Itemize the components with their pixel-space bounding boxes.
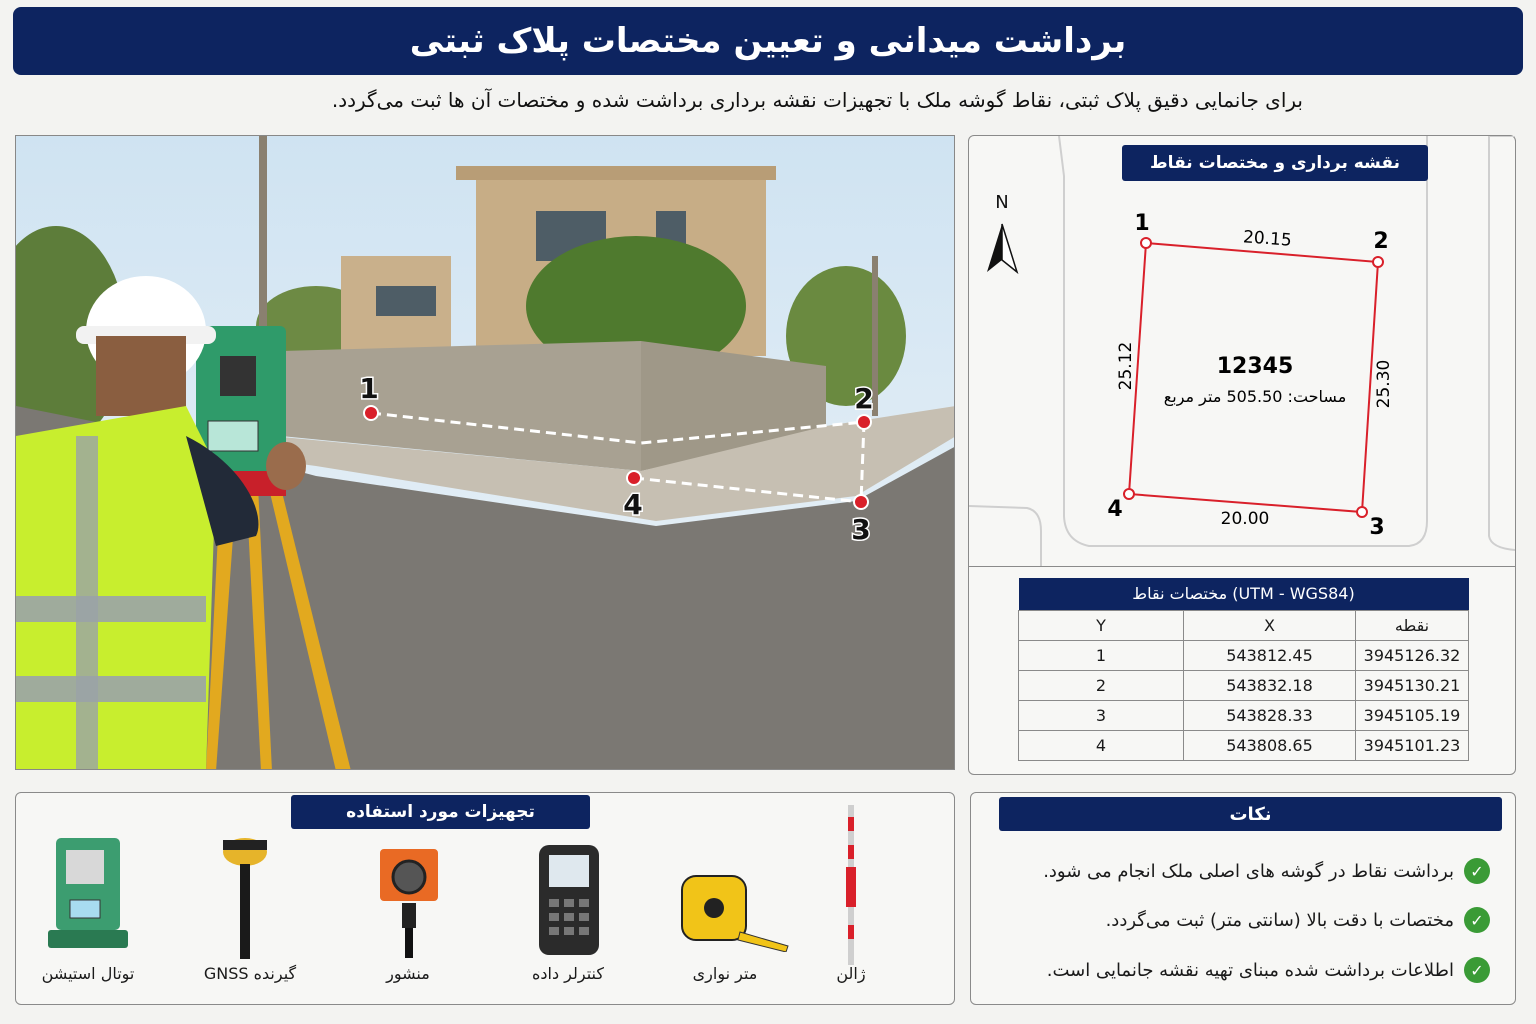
- parcel-area: مساحت: 505.50 متر مربع: [1163, 387, 1347, 406]
- check-icon: ✓: [1464, 858, 1490, 884]
- table-cell: 3945101.23: [1356, 730, 1469, 760]
- notes-heading: نکات: [999, 797, 1502, 831]
- photo-marker-1: 1: [359, 372, 379, 405]
- check-icon: ✓: [1464, 957, 1490, 983]
- table-cell: 543812.45: [1184, 640, 1356, 670]
- table-cell: 2: [1019, 670, 1184, 700]
- coordinates-table: [1018, 578, 1469, 761]
- note-text: مختصات با دقت بالا (سانتی متر) ثبت می‌گردد.: [1105, 909, 1454, 931]
- map-point-4: 4: [1107, 497, 1123, 522]
- total-station-icon: [48, 830, 128, 955]
- gnss-receiver-icon: [220, 830, 270, 960]
- note-text: اطلاعات برداشت شده مبنای تهیه نقشه جانمایی است.: [1046, 959, 1454, 981]
- equipment-label-total-station: توتال استیشن: [41, 964, 135, 983]
- table-row: [1019, 640, 1469, 670]
- table-caption: مختصات نقاط (UTM - WGS84): [1019, 578, 1469, 610]
- map-heading: نقشه برداری و مختصات نقاط: [1122, 145, 1428, 181]
- photo-marker-4: 4: [623, 488, 643, 521]
- side-left: 25.12: [1116, 341, 1136, 391]
- note-text: برداشت نقاط در گوشه های اصلی ملک انجام می شود.: [1043, 860, 1454, 882]
- side-right: 25.30: [1374, 359, 1394, 409]
- table-header-point: نقطه: [1356, 610, 1469, 640]
- map-divider: [969, 566, 1515, 567]
- north-label: N: [995, 192, 1009, 213]
- table-cell: 1: [1019, 640, 1184, 670]
- equipment-label-gnss: گیرنده GNSS: [203, 964, 297, 983]
- table-cell: 4: [1019, 730, 1184, 760]
- title-banner: [13, 7, 1523, 75]
- tape-measure-icon: [680, 872, 790, 952]
- note-item: [1043, 858, 1490, 884]
- table-cell: 3: [1019, 700, 1184, 730]
- parcel-id: 12345: [1216, 354, 1294, 379]
- check-icon: ✓: [1464, 907, 1490, 933]
- table-cell: 3945130.21: [1356, 670, 1469, 700]
- side-bottom: 20.00: [1220, 509, 1270, 529]
- equipment-label-controller: کنترلر داده: [532, 964, 604, 983]
- page-title: برداشت میدانی و تعیین مختصات پلاک ثبتی: [409, 21, 1127, 61]
- equipment-label-prism: منشور: [386, 964, 430, 983]
- table-row: [1019, 700, 1469, 730]
- data-controller-icon: [535, 843, 603, 958]
- equipment-heading: تجهیزات مورد استفاده: [291, 795, 590, 829]
- map-point-1: 1: [1134, 211, 1150, 236]
- table-row: [1019, 730, 1469, 760]
- equipment-label-tape: متر نواری: [692, 964, 758, 983]
- table-cell: 543828.33: [1184, 700, 1356, 730]
- field-photo: [15, 135, 955, 770]
- range-pole-icon: [836, 805, 866, 965]
- map-point-2: 2: [1373, 229, 1389, 254]
- map-point-3: 3: [1369, 515, 1385, 540]
- table-header-x: X: [1184, 610, 1356, 640]
- parcel-map: [969, 136, 1515, 566]
- photo-marker-3: 3: [851, 513, 871, 546]
- prism-icon: [378, 845, 440, 960]
- table-row: [1019, 670, 1469, 700]
- table-cell: 543808.65: [1184, 730, 1356, 760]
- table-header-y: Y: [1019, 610, 1184, 640]
- note-item: [1106, 907, 1490, 933]
- side-top: 20.15: [1242, 227, 1293, 251]
- photo-marker-2: 2: [854, 382, 874, 415]
- table-cell: 3945105.19: [1356, 700, 1469, 730]
- table-cell: 3945126.32: [1356, 640, 1469, 670]
- page-subtitle: برای جانمایی دقیق پلاک ثبتی، نقاط گوشه ملک با تجهیزات نقشه برداری برداشت شده و مختصات آن ها ثبت می‌گردد.: [331, 88, 1303, 112]
- table-cell: 543832.18: [1184, 670, 1356, 700]
- equipment-label-pole: ژالن: [836, 964, 866, 983]
- note-item: [1047, 957, 1490, 983]
